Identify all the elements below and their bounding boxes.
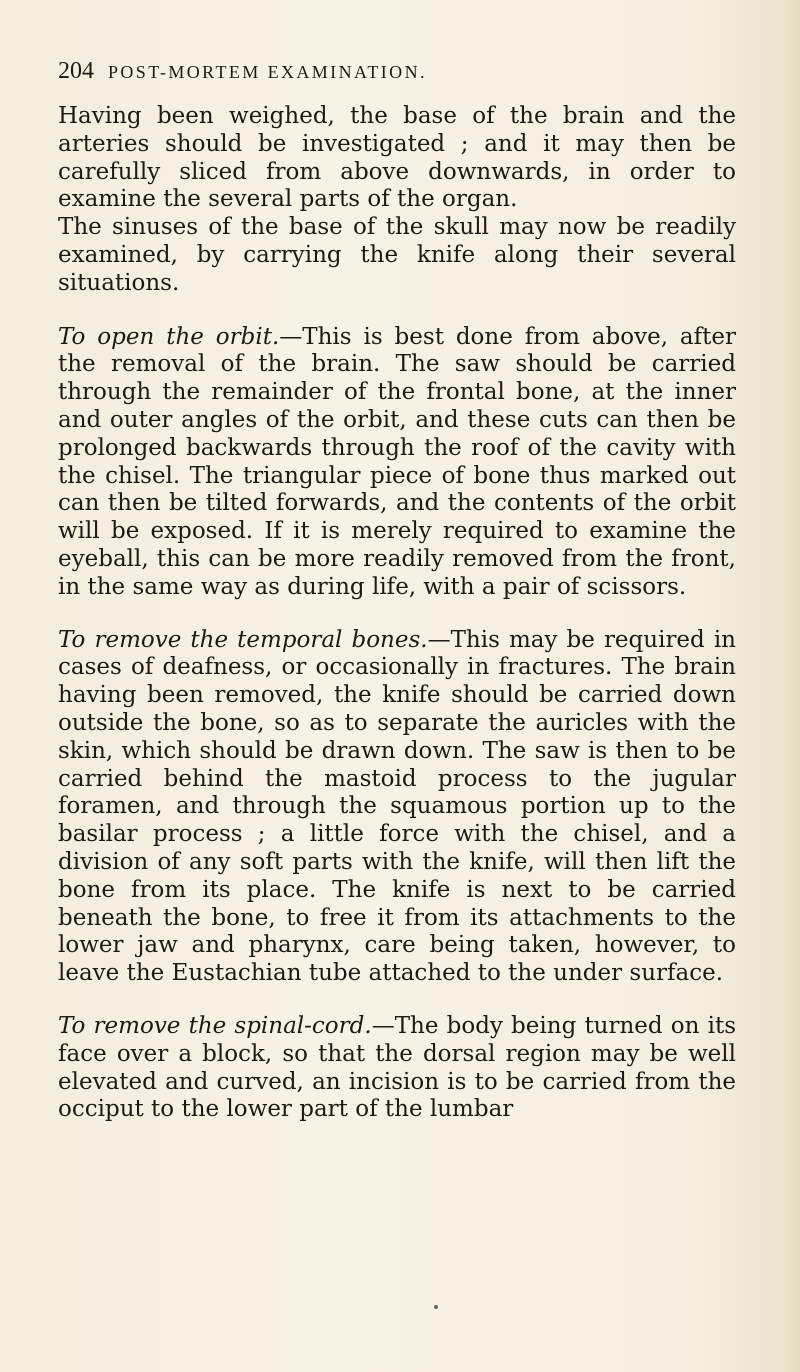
section-heading-spinal-cord: To remove the spinal-cord. <box>58 1012 372 1039</box>
page-edge-shadow <box>782 0 800 1372</box>
paragraph-sinuses: The sinuses of the base of the skull may now be readily examined, by carrying the knife along their several situations. <box>58 214 736 296</box>
ink-speck <box>434 1305 438 1309</box>
section-text-temporal-bones: —This may be required in cases of deafness, or occasionally in fractures. The brain having been removed, the knife should be carried down outside the bone, so as to separate the auricles with the skin, which should be drawn down. The saw is then to be carried behind the mastoid process to the jugular foramen, and through the squamous portion up to the basilar process ; a little force with the chisel, and a division of any soft parts with the knife, will then lift the bone from its place. The knife is next to be carried beneath the bone, to free it from its attachments to the lower jaw and pharynx, care being taken, however, to leave the Eustachian tube attached to the under surface. <box>58 626 736 987</box>
section-heading-temporal-bones: To remove the temporal bones. <box>58 626 428 653</box>
paragraph-temporal-bones <box>58 627 736 988</box>
section-heading-open-orbit: To open the orbit. <box>58 323 280 350</box>
page-header <box>58 58 718 92</box>
paragraph-gap <box>58 988 736 1013</box>
paragraph-brain-base: Having been weighed, the base of the brain and the arteries should be investigated ; and it may then be carefully sliced from above downwards, in order to examine the several parts of the organ. <box>58 103 736 213</box>
body-text <box>58 103 736 1124</box>
section-text-open-orbit: —This is best done from above, after the removal of the brain. The saw should be carried through the remainder of the frontal bone, at the inner and outer angles of the orbit, and these cuts can then be prolonged backwards through the roof of the cavity with the chisel. The triangular piece of bone thus marked out can then be tilted forwards, and the contents of the orbit will be exposed. If it is merely required to examine the eyeball, this can be more readily removed from the front, in the same way as during life, with a pair of scissors. <box>58 323 736 600</box>
paragraph-open-orbit <box>58 324 736 602</box>
running-head: POST-MORTEM EXAMINATION. <box>108 62 427 82</box>
paragraph-spinal-cord <box>58 1013 736 1124</box>
paragraph-gap <box>58 602 736 627</box>
page-number: 204 <box>58 58 94 84</box>
section-text-spinal-cord: —The body being turned on its face over a block, so that the dorsal region may be well elevated and curved, an incision is to be carried from the occiput to the lower part of the lumbar <box>58 1012 737 1123</box>
paragraph-gap <box>58 298 736 324</box>
